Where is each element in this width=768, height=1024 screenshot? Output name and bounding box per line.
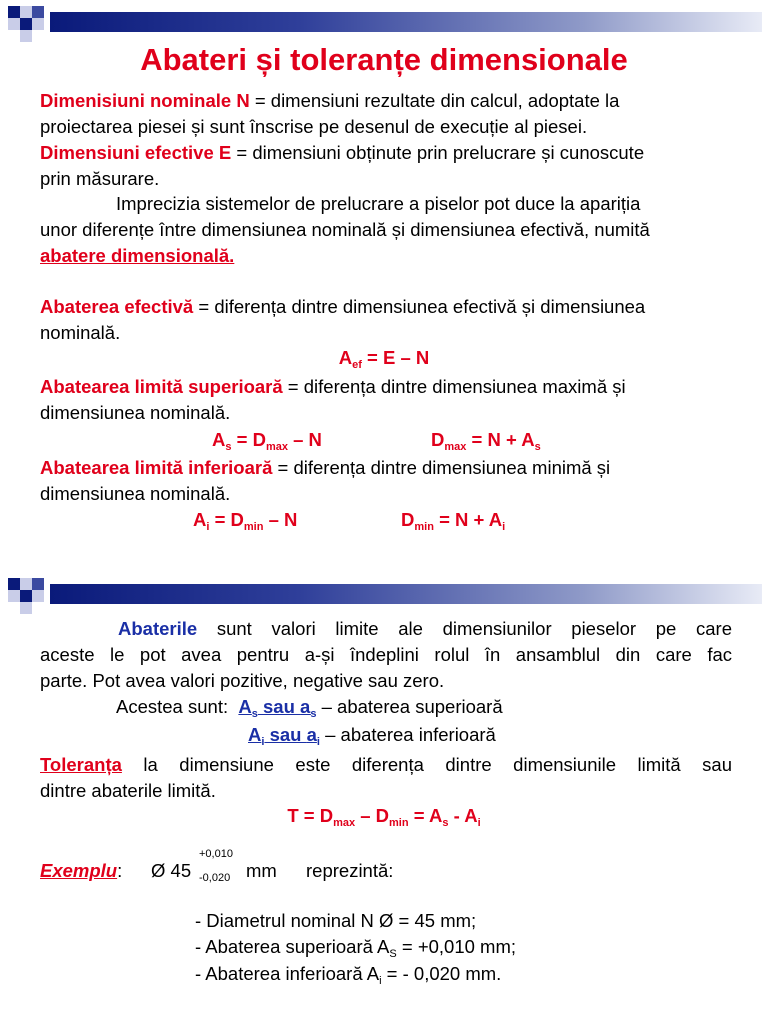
decor-square <box>20 18 32 30</box>
effective-def: = dimensiuni obținute prin prelucrare și cunoscute <box>231 142 645 163</box>
toleranta-line-1 <box>40 752 732 777</box>
inf-def: = diferența dintre dimensiunea minimă și <box>272 457 611 478</box>
effective-line-1 <box>40 140 644 165</box>
header-gradient-bar <box>50 584 762 604</box>
decor-square <box>32 6 44 18</box>
effective-line-2: prin măsurare. <box>40 168 160 189</box>
sup-def: = diferența dintre dimensiunea maximă și <box>282 376 626 397</box>
toleranta-line-2: dintre abaterile limită. <box>40 780 216 801</box>
exemplu-label: Exemplu <box>40 860 118 881</box>
abaterile-line-2: aceste le pot avea pentru a-și îndeplini rolul în ansamblul din care fac <box>40 644 732 665</box>
abaterile-line-3: parte. Pot avea valori pozitive, negative sau zero. <box>40 670 445 691</box>
mm-unit: mm <box>246 860 277 881</box>
decor-square <box>32 590 44 602</box>
lower-deviation: -0,020 <box>199 872 231 884</box>
sup-line-2: dimensiunea nominală. <box>40 402 231 423</box>
upper-deviation: +0,010 <box>199 848 233 860</box>
header-band-2 <box>0 572 768 614</box>
header-band-1 <box>0 0 768 42</box>
formula-aef: $A_{ef} = E - N$ <box>338 347 430 371</box>
ai-line: $A_i$ sau $a_i$ – abaterea inferioară <box>248 724 496 748</box>
abatere-dimensionala: abatere dimensională. <box>40 245 235 266</box>
decor-square <box>20 590 32 602</box>
decor-square <box>8 590 20 602</box>
nominal-line-2: proiectarea piesei și sunt înscrise pe desenul de execuție al piesei. <box>40 116 588 137</box>
ef-line-1 <box>40 294 645 319</box>
nominal-line-1 <box>40 88 619 113</box>
ef-term: Abaterea efectivă <box>40 296 194 317</box>
decor-square <box>32 578 44 590</box>
sup-term: Abatearea limită superioară <box>40 376 283 397</box>
inf-term: Abatearea limită inferioară <box>40 457 273 478</box>
decor-square <box>8 18 20 30</box>
ef-line-2: nominală. <box>40 322 121 343</box>
formula-dmax: $D_{max} = N + A_s$ <box>431 429 541 453</box>
ef-def: = diferența dintre dimensiunea efectivă și dimensiunea <box>193 296 646 317</box>
decor-square <box>20 578 32 590</box>
precision-line-1: Imprecizia sistemelor de prelucrare a piselor pot duce la apariția <box>116 193 641 214</box>
list-item-1: - Diametrul nominal N Ø = 45 mm; <box>195 910 477 931</box>
decor-square <box>20 602 32 614</box>
inf-line-1 <box>40 455 610 480</box>
toleranta-def: la dimensiune este diferența dintre dimensiunile limită sau <box>121 754 732 775</box>
acestea-line: Acestea sunt: $A_s$ sau $a_s$ – abaterea superioară <box>116 696 503 720</box>
inf-line-2: dimensiunea nominală. <box>40 483 231 504</box>
formula-ai: $A_i = D_{min} - N$ <box>193 509 298 533</box>
abaterile-def: sunt valori limite ale dimensiunilor pieselor pe care <box>197 618 732 639</box>
decor-square <box>32 18 44 30</box>
decor-square <box>8 578 20 590</box>
diameter-value: Ø 45 <box>151 860 192 881</box>
formula-t: $T = D_{max} - D_{min} = A_s - A_i$ <box>287 805 481 829</box>
list-item-2: - Abaterea superioară $A_S = +0,010$ mm; <box>195 936 517 960</box>
header-gradient-bar <box>50 12 762 32</box>
list-item-3: - Abaterea inferioară $A_i$ = - 0,020 mm. <box>195 963 502 987</box>
decor-square <box>20 6 32 18</box>
exemplu-line: Exemplu: <box>40 860 123 881</box>
reprezinta: reprezintă: <box>306 860 394 881</box>
nominal-term: Dimenisiuni nominale N <box>40 90 250 111</box>
precision-line-2: unor diferențe între dimensiunea nominală și dimensiunea efectivă, numită <box>40 219 650 240</box>
decor-square <box>8 6 20 18</box>
sup-line-1 <box>40 374 626 399</box>
toleranta-term: Toleranța <box>40 754 122 775</box>
abaterile-term: Abaterile <box>118 618 198 639</box>
abaterile-line-1 <box>40 616 732 641</box>
page-title: Abateri și toleranțe dimensionale <box>140 42 628 77</box>
formula-as: $A_s = D_{max} - N$ <box>212 429 322 453</box>
effective-term: Dimensiuni efective E <box>40 142 232 163</box>
nominal-def: = dimensiuni rezultate din calcul, adoptate la <box>249 90 620 111</box>
formula-dmin: $D_{min} = N + A_i$ <box>401 509 506 533</box>
